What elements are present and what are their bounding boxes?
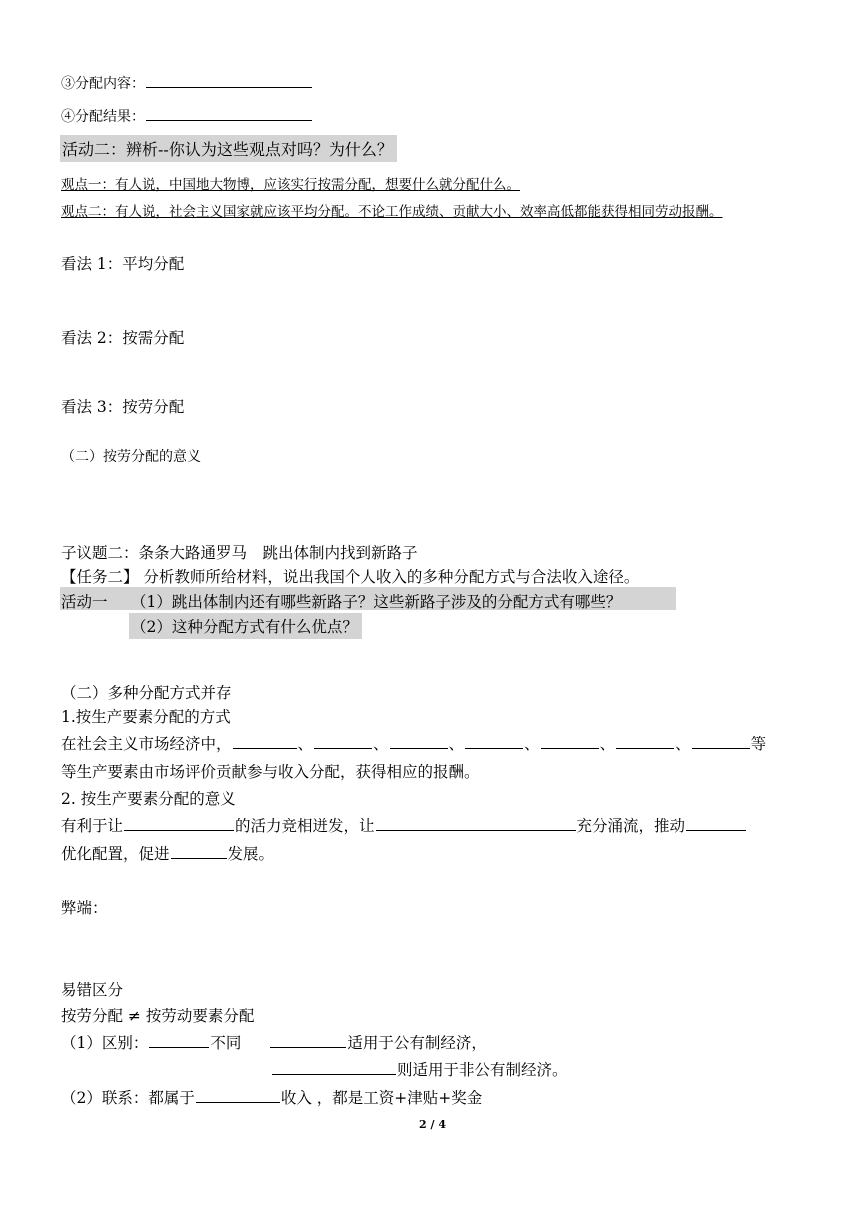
separator: 、 bbox=[524, 735, 540, 753]
significance-text-b: 的活力竞相迸发，让 bbox=[235, 817, 375, 835]
opinion-two: 看法 2：按需分配 bbox=[61, 329, 185, 347]
blank[interactable] bbox=[149, 1032, 209, 1049]
question-two: （2）这种分配方式有什么优点？ bbox=[129, 613, 362, 639]
separator: 、 bbox=[599, 735, 616, 753]
blank[interactable] bbox=[692, 733, 750, 750]
significance-text-e: 发展。 bbox=[227, 845, 275, 863]
significance-text-a: 有利于让 bbox=[61, 817, 124, 835]
factors-line bbox=[61, 732, 766, 754]
blank[interactable] bbox=[146, 106, 312, 121]
blank[interactable] bbox=[146, 73, 312, 88]
significance-text-c: 充分涌流，推动 bbox=[576, 817, 686, 835]
separator: 、 bbox=[297, 735, 314, 753]
page-number: 2 / 4 bbox=[419, 1118, 446, 1131]
blank[interactable] bbox=[376, 815, 576, 832]
link-text: 收入 ，都是工资+津贴+奖金 bbox=[280, 1089, 483, 1107]
difference-label: （1）区别： bbox=[61, 1034, 149, 1052]
blank[interactable] bbox=[272, 1059, 396, 1076]
activity2-title: 活动二：辨析--你认为这些观点对吗？为什么？ bbox=[60, 135, 397, 162]
difference-line-two bbox=[271, 1058, 568, 1080]
separator: 、 bbox=[448, 735, 465, 753]
distribution-result-label: ④分配结果： bbox=[61, 109, 145, 125]
question-one: （1）跳出体制内还有哪些新路子？这些新路子涉及的分配方式有哪些？ bbox=[131, 593, 622, 611]
activity-one-label: 活动一 bbox=[61, 593, 108, 611]
blank[interactable] bbox=[270, 1032, 346, 1049]
sub-topic-title: 子议题二：条条大路通罗马 跳出体制内找到新路子 bbox=[61, 544, 418, 562]
confusion-heading: 易错区分 bbox=[61, 981, 124, 999]
blank[interactable] bbox=[196, 1087, 280, 1104]
drawbacks-label: 弊端： bbox=[61, 899, 108, 917]
distribution-content-line bbox=[61, 73, 313, 93]
difference-text-b: 适用于公有制经济， bbox=[347, 1034, 487, 1052]
significance-line-two bbox=[61, 842, 274, 864]
task-two: 【任务二】 分析教师所给材料，说出我国个人收入的多种分配方式与合法收入途径。 bbox=[61, 568, 640, 586]
distribution-content-label: ③分配内容： bbox=[61, 76, 145, 92]
link-line bbox=[61, 1086, 482, 1108]
link-label: （2）联系：都属于 bbox=[61, 1089, 195, 1107]
factors-line-two: 等生产要素由市场评价贡献参与收入分配，获得相应的报酬。 bbox=[61, 763, 480, 781]
separator: 、 bbox=[373, 735, 389, 753]
opinion-one: 看法 1：平均分配 bbox=[61, 255, 185, 273]
factors-prefix: 在社会主义市场经济中， bbox=[61, 735, 232, 753]
blank[interactable] bbox=[686, 815, 746, 832]
view-one: 观点一：有人说，中国地大物博，应该实行按需分配，想要什么就分配什么。 bbox=[61, 177, 520, 193]
distribution-result-line bbox=[61, 106, 313, 126]
confusion-compare: 按劳分配 ≠ 按劳动要素分配 bbox=[61, 1007, 255, 1025]
blank[interactable] bbox=[233, 733, 297, 750]
multiple-heading: （二）多种分配方式并存 bbox=[61, 684, 232, 702]
separator: 、 bbox=[675, 735, 691, 753]
blank[interactable] bbox=[616, 733, 674, 750]
item-two-heading: 2. 按生产要素分配的意义 bbox=[61, 790, 236, 808]
difference-text-c: 则适用于非公有制经济。 bbox=[397, 1061, 568, 1079]
blank[interactable] bbox=[314, 733, 372, 750]
view-two: 观点二：有人说，社会主义国家就应该平均分配。不论工作成绩、贡献大小、效率高低都能获得相同劳动报酬。 bbox=[61, 204, 723, 220]
significance-text-d: 优化配置，促进 bbox=[61, 845, 170, 863]
difference-line bbox=[61, 1031, 487, 1053]
opinion-three: 看法 3：按劳分配 bbox=[61, 398, 185, 416]
significance-line bbox=[61, 814, 747, 836]
item-one-heading: 1.按生产要素分配的方式 bbox=[61, 708, 231, 726]
blank[interactable] bbox=[124, 815, 234, 832]
blank[interactable] bbox=[171, 843, 227, 860]
blank[interactable] bbox=[390, 733, 448, 750]
blank[interactable] bbox=[541, 733, 599, 750]
significance-heading: （二）按劳分配的意义 bbox=[61, 449, 201, 465]
factors-suffix: 等 bbox=[750, 735, 767, 753]
blank[interactable] bbox=[465, 733, 523, 750]
difference-text-a: 不同 bbox=[210, 1034, 242, 1052]
